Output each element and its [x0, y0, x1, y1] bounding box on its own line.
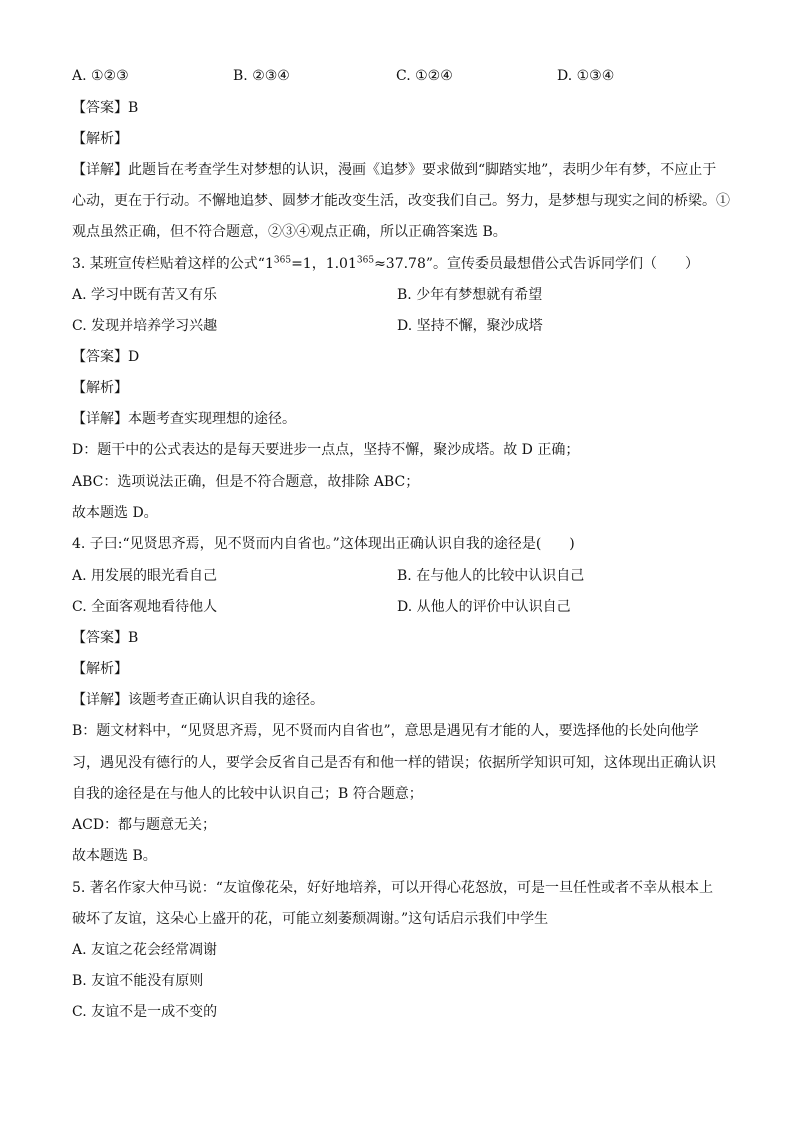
q3-detail-line: 故本题选 D。: [72, 505, 158, 521]
q4-analysis-label: 【解析】: [72, 661, 128, 677]
q2-analysis-label: 【解析】: [72, 131, 128, 147]
q3-option-d: D. 坚持不懈，聚沙成塔: [397, 318, 543, 334]
q5-option-a: A. 友谊之花会经常凋谢: [72, 942, 218, 958]
q4-detail-line: 自我的途径是在与他人的比较中认识自己；B 符合题意；: [72, 786, 423, 802]
q5-option-c: C. 友谊不是一成不变的: [72, 1004, 218, 1020]
q3-stem-prefix: 3. 某班宣传栏贴着这样的公式“1: [72, 256, 274, 272]
q2-option-c: C. ①②④: [396, 68, 453, 84]
q2-option-a: A. ①②③: [72, 68, 129, 84]
q4-option-a: A. 用发展的眼光看自己: [72, 568, 218, 584]
q4-detail-line: ACD：都与题意无关；: [72, 817, 217, 833]
q3-exponent-1: 365: [273, 255, 292, 266]
q3-stem: [72, 254, 699, 274]
q2-detail-line: 【详解】此题旨在考查学生对梦想的认识，漫画《追梦》要求做到“脚踏实地”，表明少年有梦，不应止于: [72, 162, 717, 178]
q3-detail-line: D：题干中的公式表达的是每天要进步一点点，坚持不懈，聚沙成塔。故 D 正确；: [72, 442, 580, 458]
q4-detail-line: 【详解】该题考查正确认识自我的途径。: [72, 692, 324, 708]
q3-detail-line: 【详解】本题考查实现理想的途径。: [72, 411, 296, 427]
q3-stem-suffix: ≈37.78”。宣传委员最想借公式告诉同学们（ ）: [374, 256, 700, 272]
q5-stem-line: 5. 著名作家大仲马说：“友谊像花朵，好好地培养，可以开得心花怒放，可是一旦任性或者不幸从根本上: [72, 880, 713, 896]
q2-option-d: D. ①③④: [557, 68, 615, 84]
q3-analysis-label: 【解析】: [72, 380, 128, 396]
q2-option-b: B. ②③④: [233, 68, 290, 84]
q4-detail-line: 故本题选 B。: [72, 848, 157, 864]
q4-detail-line: B：题文材料中，“见贤思齐焉，见不贤而内自省也”，意思是遇见有才能的人，要选择他的长处向他学: [72, 723, 699, 739]
q3-option-b: B. 少年有梦想就有希望: [397, 287, 543, 303]
q5-stem-line: 破坏了友谊，这朵心上盛开的花，可能立刻萎颓凋谢。”这句话启示我们中学生: [72, 911, 549, 927]
q3-answer: 【答案】D: [72, 349, 140, 365]
q4-detail-line: 习，遇见没有德行的人，要学会反省自己是否有和他一样的错误；依据所学知识可知，这体现出正确认识: [72, 755, 716, 771]
q3-option-a: A. 学习中既有苦又有乐: [72, 287, 218, 303]
q2-answer: 【答案】B: [72, 100, 139, 116]
q3-detail-line: ABC：选项说法正确，但是不符合题意，故排除 ABC；: [72, 474, 420, 490]
q3-option-c: C. 发现并培养学习兴趣: [72, 318, 218, 334]
q4-answer: 【答案】B: [72, 630, 139, 646]
q4-stem: 4. 子曰:“见贤思齐焉，见不贤而内自省也。”这体现出正确认识自我的途径是( ): [72, 536, 575, 552]
q4-option-d: D. 从他人的评价中认识自己: [397, 599, 571, 615]
q4-option-c: C. 全面客观地看待他人: [72, 599, 218, 615]
q2-detail-line: 心动，更在于行动。不懈地追梦、圆梦才能改变生活，改变我们自己。努力，是梦想与现实之间的桥梁。①: [72, 193, 730, 209]
q4-option-b: B. 在与他人的比较中认识自己: [397, 568, 585, 584]
q3-exponent-2: 365: [356, 255, 375, 266]
q5-option-b: B. 友谊不能没有原则: [72, 973, 204, 989]
q2-detail-line: 观点虽然正确，但不符合题意，②③④观点正确，所以正确答案选 B。: [72, 224, 507, 240]
q3-stem-mid: =1，1.01: [291, 256, 357, 272]
